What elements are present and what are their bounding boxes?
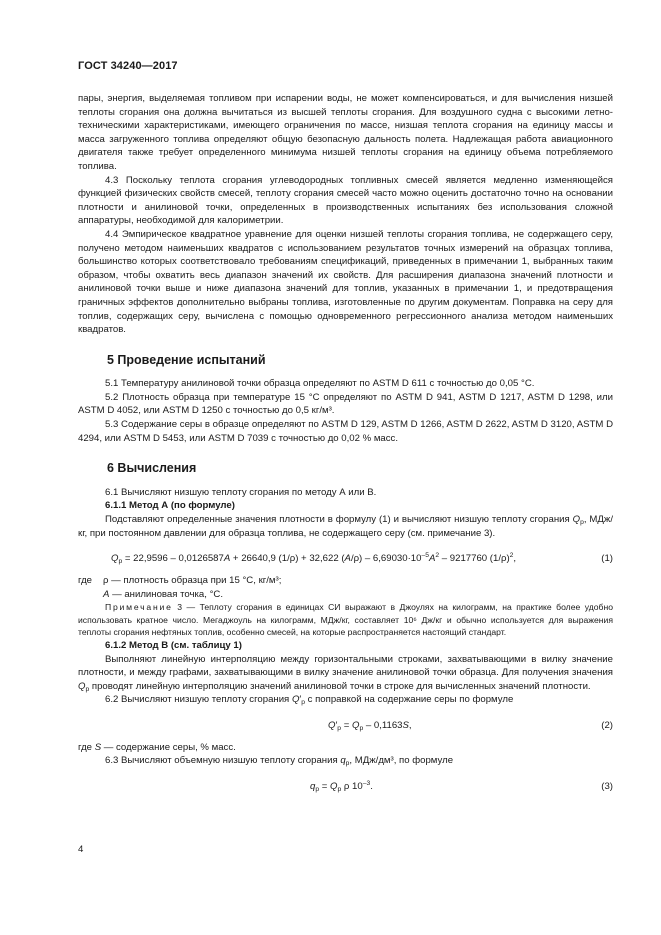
where-label: где [78,575,93,587]
paragraph-intro: пары, энергия, выделяемая топливом при испарении воды, не может компенсироваться, и для вычисления низшей теплоты сгорания она должна вычитаться из высшей теплоты сгорания. Для воздушного судна с высокими летно-техническими характеристиками, имеющего ограничения по массе, низшая теплота сгорания на единицу массы и масса загруженного топлива определяют общую безопасную дальность полета. Надлежащая работа авиационного двигателя также требует определенного минимума низшей теплоты сгорания на единицу объема потребляемого топлива. [78,93,613,172]
legend-a: — анилиновая точка, °C. [112,588,224,600]
subheading-6-1-2: 6.1.2 Метод В (см. таблицу 1) [105,639,242,651]
formula-1-legend: где ρ — плотность образца при 15 °C, кг/м³; A — анилиновая точка, °C. [78,575,282,600]
paragraph-6-1-1: Подставляют определенные значения плотности в формулу (1) и вычисляют низшую теплоту сгорания $Q_р$, МДж/кг, при постоянном давлении для образца топлива, не содержащего серу (см. примечание 3). [78,514,613,539]
page-number: 4 [78,844,84,855]
paragraph-6-2: 6.2 Вычисляют низшую теплоту сгорания $Q'_р$ с поправкой на содержание серы по формуле [105,694,514,707]
formula-1 [78,552,613,566]
paragraph-5-1: 5.1 Температуру анилиновой точки образца определяют по ASTM D 611 с точностью до 0,05 °C. [105,378,535,390]
paragraph-5-2: 5.2 Плотность образца при температуре 15 °C определяют по ASTM D 941, ASTM D 1217, ASTM D 1298, или ASTM D 4052, или ASTM D 1250 с точностью до 0,5 кг/м³. [78,391,613,417]
standard-code-header: ГОСТ 34240—2017 [78,60,178,72]
paragraph-6-2-start: 6.2 Вычисляют низшую теплоту сгорания [105,694,290,706]
formula-1-expression: $Q_р = 22,9596 - 0,0126587A + 26640,9$ (1/ρ) + 32,622 $(A/\rho) - 6,69030\cdot 10^{-5}A^2 - 9217760$ $(1/\rho)^2$, [111,552,517,566]
paragraph-6-1-1-start: Подставляют определенные значения плотности в формулу (1) и вычисляют низшую теплоту сгорания [105,514,573,526]
paragraph-4-4: 4.4 Эмпирическое квадратное уравнение для оценки низшей теплоты сгорания топлива, не содержащего серу, получено методом наименьших квадратов с использованием результатов точных измерений на образцах топлива, большинство которых соответствовало требованиям спецификаций, приведенных в примечании 1, выбранных таким образом, чтобы охватить весь диапазон значений их свойств. Для расширения диапазона значений плотности и анилиновой точки выше и ниже диапазона значений для топлив, указанных в примечании 1, и предотвращения граничных эффектов дополнительно выбраны топлива, изготовленные по другим документам. Поправка на серу для топлив, содержащих серу, вычислена с помощью одновременного регрессионного анализа методом наименьших квадратов. [78,228,613,336]
legend-rho: ρ — плотность образца при 15 °C, кг/м³; [103,575,282,587]
formula-3-expression: $q_р = Q_р$ ρ $10^{-3}$. [310,780,373,794]
paragraph-4-3: 4.3 Поскольку теплота сгорания углеводородных топливных смесей является медленно изменяющейся функцией физических свойств смесей, теплоту сгорания смесей часто можно оценить достаточно точно на основании плотности и анилиновой точки, определенных в производственных испытаниях без использования сложной аппаратуры, необходимой для калориметрии. [78,174,613,227]
formula-2-number: (2) [601,719,613,731]
paragraph-6-1: 6.1 Вычисляют низшую теплоту сгорания по методу А или В. [105,486,377,498]
page-content [78,92,613,802]
note-text: 3 — Теплоту сгорания в единицах СИ выражают в Джоулях на килограмм, на практике более удобно использовать кратное число. Мегаджоуль на килограмм, МДж/кг, составляет 10⁶ Дж/кг и обычно используется для выражения теплоты сгорания нефтяных топлив, особенно смесей, на которые распространяется настоящий стандарт. [78,602,614,638]
paragraph-6-3: 6.3 Вычисляют объемную низшую теплоту сгорания $q_р$, МДж/дм³, по формуле [105,755,454,768]
paragraph-6-1-2-end: проводят линейную интерполяцию значений анилиновой точки в строке для вычисленных значений плотности. [89,680,591,692]
formula-2 [78,719,613,733]
paragraph-6-3-end: , МДж/дм³, по формуле [349,755,454,767]
paragraph-6-2-end: с поправкой на содержание серы по формуле [307,694,514,706]
note-3 [78,601,613,639]
section-5-heading: 5 Проведение испытаний [107,352,266,367]
paragraph-6-1-1-end: , МДж/кг, при постоянном давлении для образца топлива, не содержащего серу (см. примечание 3). [78,514,613,539]
formula-3-number: (3) [601,781,613,793]
formula-2-legend: где S — содержание серы, % масс. [78,741,236,753]
paragraph-6-1-2-start: Выполняют линейную интерполяцию между горизонтальными строками, захватывающими в вилку значение плотности, и между графами, захватывающими в вилку значение анилиновой точки образца. Для получения значения [78,653,613,679]
note-label: Примечание [105,602,173,613]
paragraph-5-3: 5.3 Содержание серы в образце определяют по ASTM D 129, ASTM D 1266, ASTM D 2622, ASTM D 3120, ASTM D 4294, или ASTM D 5453, или ASTM D 7039 с точностью до 0,02 % масс. [78,419,613,444]
subheading-6-1-1: 6.1.1 Метод А (по формуле) [105,500,235,512]
paragraph-6-1-2: Выполняют линейную интерполяцию между горизонтальными строками, захватывающими в вилку значение плотности, и между графами, захватывающими в вилку значение анилиновой точки образца. Для получения значения $Q_р$ проводят линейную интерполяцию значений анилиновой точки в строке для вычисленных значений плотности. [78,653,613,693]
section-6-heading: 6 Вычисления [107,461,197,476]
paragraph-6-3-start: 6.3 Вычисляют объемную низшую теплоту сгорания [105,755,338,767]
legend-s: — содержание серы, % масс. [103,741,236,753]
formula-1-number: (1) [601,553,613,565]
formula-3 [78,780,613,794]
formula-2-expression: $Q'_р = Q_р - 0,1163S$, [328,719,412,732]
where-label-2: где [78,741,93,753]
